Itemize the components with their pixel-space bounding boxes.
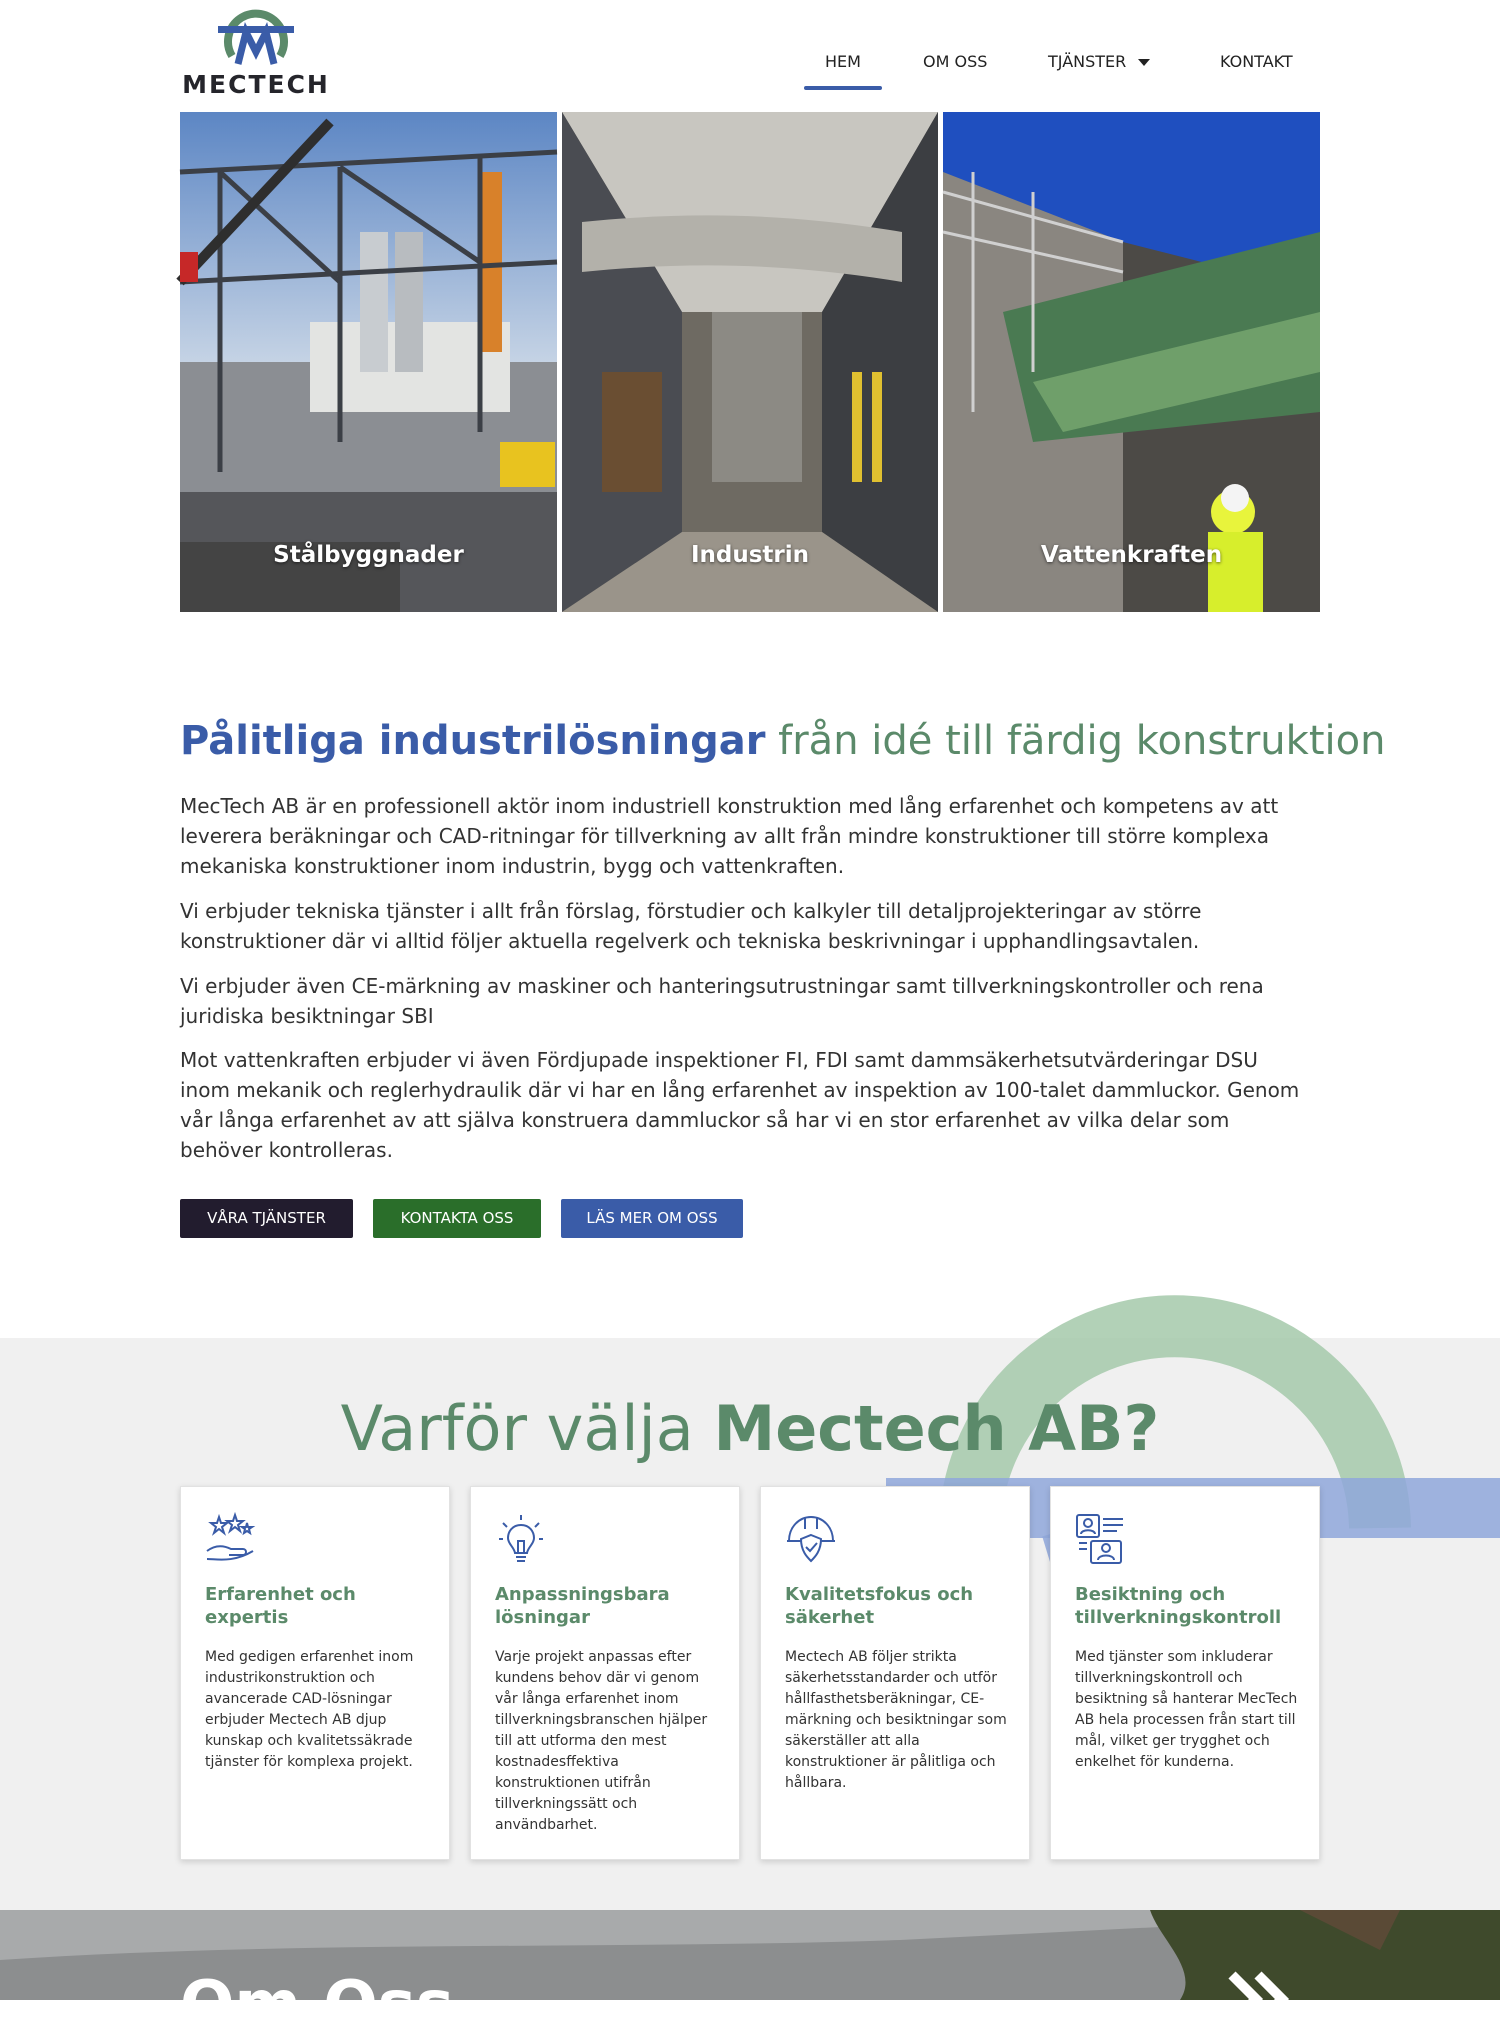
intro-paragraph-1: MecTech AB är en professionell aktör inom industriell konstruktion med lång erfarenhet och kompetens av att leverera beräkningar och CAD-ritningar för tillverkning av allt från mindre konstruktioner till större komplexa mekaniska konstruktioner inom industrin, bygg och vattenkraften. <box>180 794 1279 878</box>
logo-wordmark: MECTECH <box>182 70 330 99</box>
gallery-label: Stålbyggnader <box>273 542 464 568</box>
intro-paragraph-4: Mot vattenkraften erbjuder vi även Fördjupade inspektioner FI, FDI samt dammsäkerhetsutvärderingar DSU inom mekanik och reglerhydraulik där vi har en lång erfarenhet av inspektion av 100-talet dammluckor. Genom vår långa erfarenhet av att själva konstruera dammluckor så har vi en stor erfarenhet av vilka delar som behöver kontrolleras. <box>180 1048 1300 1162</box>
las-mer-om-oss-button[interactable]: LÄS MER OM OSS <box>561 1199 743 1238</box>
banner-title: Om Oss <box>180 1968 454 2042</box>
headline-light: från idé till färdig konstruktion <box>778 718 1386 764</box>
why-title-strong: Mectech AB? <box>713 1392 1160 1465</box>
double-chevron-right-icon[interactable] <box>1228 1975 1308 2015</box>
site-header <box>0 0 1500 112</box>
card-text: Med tjänster som inkluderar tillverkningskontroll och besiktning så hanterar MecTech AB hela processen från start till mål, vilket ger trygghet och enkelhet för kunderna. <box>1075 1649 1298 1770</box>
why-title <box>0 1392 1500 1465</box>
intro-headline <box>180 718 1386 764</box>
gallery-tile-industrin[interactable] <box>562 112 938 612</box>
headline-strong: Pålitliga industrilösningar <box>180 718 766 764</box>
chevron-down-icon <box>1138 59 1150 66</box>
card-title: Kvalitetsfokus och säkerhet <box>785 1584 974 1628</box>
intro-paragraph-3: Vi erbjuder även CE-märkning av maskiner och hanteringsutrustningar samt tillverkningskontroller och rena juridiska besiktningar SBI <box>180 974 1264 1028</box>
inspection-users-icon <box>1075 1513 1127 1565</box>
nav-item-om-oss[interactable]: OM OSS <box>923 52 988 71</box>
card-text: Varje projekt anpassas efter kundens behov där vi genom vår långa erfarenhet inom tillverkningsbranschen hjälper till att utforma den mest kostnadesffektiva konstruktionen utifrån tillverkningssätt och användbarhet. <box>495 1649 708 1833</box>
gallery-label: Industrin <box>690 542 810 568</box>
nav-item-tjanster[interactable] <box>1048 52 1150 71</box>
nav-item-tjanster-label: TJÄNSTER <box>1048 52 1127 71</box>
hydropower-image <box>943 112 1320 612</box>
hand-stars-icon <box>205 1513 257 1565</box>
feature-card <box>470 1486 740 1860</box>
feature-card <box>1050 1486 1320 1860</box>
intro-paragraph-2: Vi erbjuder tekniska tjänster i allt från förslag, förstudier och kalkyler till detaljprojekteringar av större konstruktioner där vi alltid följer aktuella regelverk och tekniska beskrivningar i upphandlingsavtalen. <box>180 899 1202 953</box>
kontakta-oss-button[interactable]: KONTAKTA OSS <box>373 1199 541 1238</box>
card-text: Med gedigen erfarenhet inom industrikonstruktion och avancerade CAD-lösningar erbjuder Mectech AB djup kunskap och kvalitetssäkrade tjänster för komplexa projekt. <box>205 1649 414 1770</box>
card-title: Besiktning och tillverkningskontroll <box>1075 1584 1282 1628</box>
gallery-label: Vattenkraften <box>1040 542 1223 568</box>
why-title-light: Varför välja <box>340 1392 694 1465</box>
vara-tjanster-button[interactable]: VÅRA TJÄNSTER <box>180 1199 353 1238</box>
feature-card <box>180 1486 450 1860</box>
gallery-tile-stalbyggnader[interactable] <box>180 112 557 612</box>
nav-item-kontakt[interactable]: KONTAKT <box>1220 52 1293 71</box>
nav-item-hem[interactable]: HEM <box>825 52 861 71</box>
card-title: Anpassningsbara lösningar <box>495 1584 670 1628</box>
card-text: Mectech AB följer strikta säkerhetsstandarder och utför hållfasthetsberäkningar, CE-märkning och besiktningar som säkerställer att alla konstruktioner är pålitliga och hållbara. <box>785 1649 1007 1791</box>
card-title: Erfarenhet och expertis <box>205 1584 356 1628</box>
logo-mark-icon <box>180 8 332 72</box>
industry-image <box>562 112 938 612</box>
gallery-tile-vattenkraften[interactable] <box>943 112 1320 612</box>
helmet-shield-icon <box>785 1513 837 1565</box>
feature-card <box>760 1486 1030 1860</box>
steel-building-image <box>180 112 557 612</box>
lightbulb-icon <box>495 1513 547 1565</box>
mectech-logo[interactable] <box>180 8 332 99</box>
